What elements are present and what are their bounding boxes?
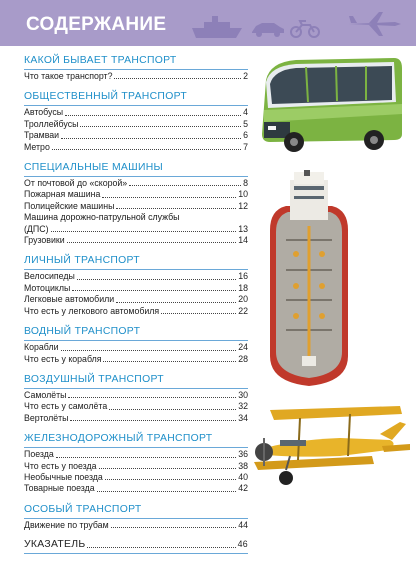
entry-label: Что есть у легкового автомобиля (24, 305, 160, 316)
toc-entry[interactable] (24, 130, 248, 141)
ship-icon (190, 14, 244, 40)
toc-entry[interactable] (24, 413, 248, 424)
toc-entry[interactable] (24, 354, 248, 365)
toc-entry[interactable] (24, 71, 248, 82)
leader-dots (87, 547, 235, 548)
entry-page: 10 (238, 189, 248, 200)
entry-page: 14 (238, 235, 248, 246)
toc-section (24, 161, 248, 246)
toc-section (24, 325, 248, 365)
leader-dots (99, 468, 237, 469)
leader-dots (116, 302, 236, 303)
entry-label: От почтовой до «скорой» (24, 178, 128, 189)
section-title[interactable]: ЛИЧНЫЙ ТРАНСПОРТ (24, 254, 248, 270)
toc-entry[interactable] (24, 294, 248, 305)
entry-page: 30 (238, 389, 248, 400)
entry-page: 22 (238, 305, 248, 316)
entry-page: 36 (238, 449, 248, 460)
plane-icon (345, 10, 403, 38)
car-icon (250, 20, 286, 38)
entry-label: Что есть у корабля (24, 353, 102, 364)
entry-page: 8 (243, 178, 248, 189)
entry-label: Легковые автомобили (24, 294, 115, 305)
leader-dots (51, 231, 237, 232)
entry-label: Троллейбусы (24, 118, 79, 129)
toc-entry[interactable] (24, 107, 248, 118)
toc-entry[interactable] (24, 283, 248, 294)
section-title: УКАЗАТЕЛЬ (24, 539, 86, 551)
toc-entry[interactable] (24, 401, 248, 412)
toc-entry[interactable] (24, 483, 248, 494)
leader-dots (129, 185, 241, 186)
toc-entry[interactable] (24, 449, 248, 460)
table-of-contents (24, 54, 248, 561)
entry-label: Вертолёты (24, 412, 69, 423)
entry-page: 2 (243, 71, 248, 81)
section-title[interactable]: ОСОБЫЙ ТРАНСПОРТ (24, 503, 248, 519)
leader-dots (65, 115, 241, 116)
leader-dots (103, 361, 236, 362)
entry-page: 7 (243, 141, 248, 152)
toc-entry[interactable] (24, 212, 248, 235)
entry-label: Поезда (24, 449, 54, 460)
entry-label: Машина дорожно-патрульной службы (24, 212, 180, 223)
entry-page: 46 (237, 539, 248, 550)
entry-page: 6 (243, 130, 248, 141)
section-title-entry[interactable] (24, 539, 248, 553)
leader-dots (52, 149, 241, 150)
toc-entry[interactable] (24, 142, 248, 153)
biplane-illustration (250, 400, 412, 492)
entry-page: 4 (243, 107, 248, 118)
entry-label: Полицейские машины (24, 200, 115, 211)
entry-page: 24 (238, 342, 248, 353)
toc-entry[interactable] (24, 461, 248, 472)
entry-page: 18 (238, 282, 248, 293)
motorcycle-icon (290, 18, 320, 38)
entry-label: Мотоциклы (24, 282, 71, 293)
toc-section (24, 373, 248, 424)
entry-page: 32 (238, 401, 248, 412)
entry-page: 34 (238, 412, 248, 423)
leader-dots (111, 527, 237, 528)
section-title[interactable]: ВОДНЫЙ ТРАНСПОРТ (24, 325, 248, 341)
entry-label: Необычные поезда (24, 471, 103, 482)
toc-section (24, 503, 248, 531)
entry-label: Товарные поезда (24, 483, 95, 494)
leader-dots (67, 242, 237, 243)
toc-section (24, 254, 248, 317)
leader-dots (61, 138, 241, 139)
toc-section (24, 539, 248, 553)
section-title[interactable]: ЖЕЛЕЗНОДОРОЖНЫЙ ТРАНСПОРТ (24, 432, 248, 448)
entry-page: 20 (238, 294, 248, 305)
entry-label: Что такое транспорт? (24, 71, 113, 81)
leader-dots (105, 479, 236, 480)
leader-dots (72, 290, 236, 291)
toc-entry[interactable] (24, 390, 248, 401)
toc-entry[interactable] (24, 201, 248, 212)
toc-entry[interactable] (24, 472, 248, 483)
toc-section (24, 90, 248, 153)
leader-dots (102, 197, 236, 198)
tanker-ship-illustration (266, 170, 352, 388)
toc-entry[interactable] (24, 520, 248, 531)
toc-entry[interactable] (24, 306, 248, 317)
entry-label: Грузовики (24, 235, 65, 246)
toc-entry[interactable] (24, 235, 248, 246)
entry-page: 42 (238, 483, 248, 494)
leader-dots (97, 491, 237, 492)
entry-label: Велосипеды (24, 271, 75, 282)
entry-page: 12 (238, 200, 248, 211)
toc-entry[interactable] (24, 342, 248, 353)
entry-label: Метро (24, 141, 50, 152)
entry-page: 28 (238, 353, 248, 364)
entry-label: Автобусы (24, 107, 64, 118)
toc-entry[interactable] (24, 189, 248, 200)
section-title[interactable]: ВОЗДУШНЫЙ ТРАНСПОРТ (24, 373, 248, 389)
entry-label: Что есть у самолёта (24, 401, 108, 412)
page-title: СОДЕРЖАНИЕ (26, 14, 167, 35)
entry-label: Что есть у поезда (24, 460, 97, 471)
leader-dots (116, 208, 236, 209)
entry-label: Самолёты (24, 389, 67, 400)
leader-dots (77, 279, 236, 280)
toc-section (24, 432, 248, 495)
section-title[interactable]: ОБЩЕСТВЕННЫЙ ТРАНСПОРТ (24, 90, 248, 106)
section-title[interactable]: КАКОЙ БЫВАЕТ ТРАНСПОРТ (24, 54, 248, 70)
leader-dots (80, 126, 241, 127)
leader-dots (161, 313, 236, 314)
leader-dots (68, 397, 236, 398)
toc-entry[interactable] (24, 178, 248, 189)
leader-dots (61, 350, 237, 351)
entry-label: Корабли (24, 342, 59, 353)
leader-dots (109, 409, 236, 410)
toc-section (24, 54, 248, 82)
toc-entry[interactable] (24, 271, 248, 282)
toc-entry[interactable] (24, 119, 248, 130)
leader-dots (70, 420, 236, 421)
entry-label: Трамваи (24, 130, 60, 141)
entry-label-continued: (ДПС) (24, 223, 49, 234)
section-title[interactable]: СПЕЦИАЛЬНЫЕ МАШИНЫ (24, 161, 248, 177)
entry-page: 40 (238, 471, 248, 482)
bus-illustration (256, 52, 406, 156)
leader-dots (56, 457, 236, 458)
entry-page: 44 (238, 519, 248, 530)
entry-label: Движение по трубам (24, 519, 109, 530)
entry-label: Пожарная машина (24, 189, 101, 200)
header-bar (0, 0, 416, 46)
entry-page: 16 (238, 271, 248, 282)
entry-page: 13 (238, 223, 248, 234)
entry-page: 5 (243, 118, 248, 129)
entry-page: 38 (238, 460, 248, 471)
leader-dots (114, 78, 241, 79)
